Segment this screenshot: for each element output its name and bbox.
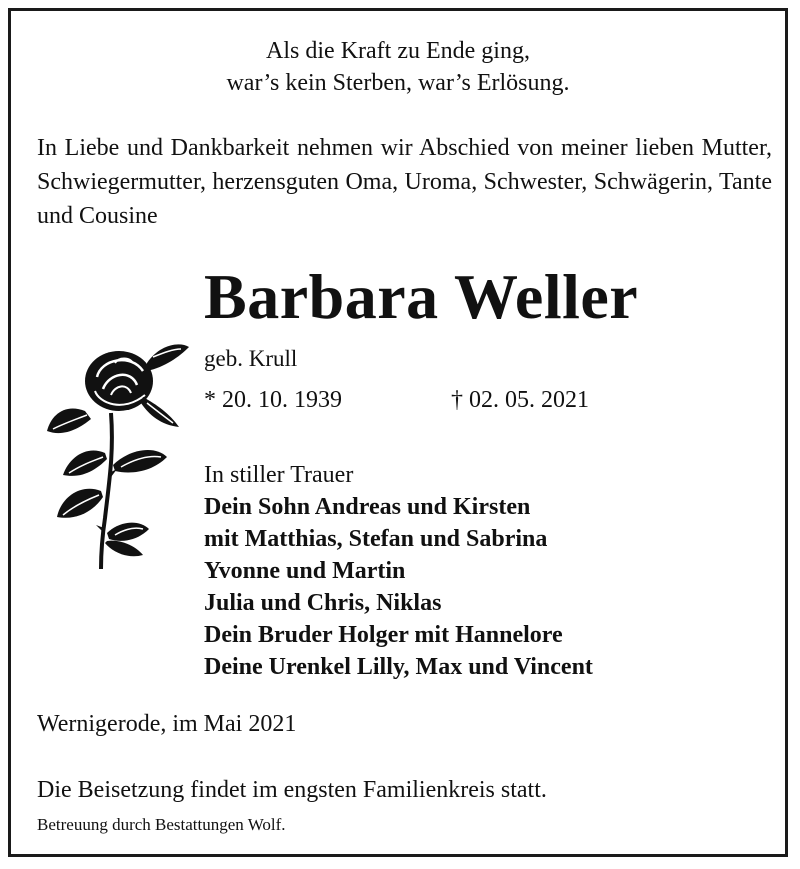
birth-name: geb. Krull [204, 346, 298, 371]
place-date: Wernigerode, im Mai 2021 [37, 711, 297, 737]
birth-date: * 20. 10. 1939 [204, 387, 342, 413]
obituary-frame [8, 8, 788, 857]
poem-line-1: Als die Kraft zu Ende ging, [266, 38, 530, 64]
rose-icon [39, 333, 189, 573]
burial-note: Die Beisetzung findet im engsten Familienkreis statt. [37, 777, 547, 803]
mourner-line: Dein Sohn Andreas und Kirsten [204, 494, 531, 520]
deceased-name: Barbara Weller [204, 261, 639, 332]
mourner-line: Julia und Chris, Niklas [204, 590, 442, 616]
intro-text: In Liebe und Dankbarkeit nehmen wir Abschied von meiner lieben Mutter, Schwiegermutter, herzensguten Oma, Uroma, Schwester, Schwägerin, Tante und Cousine [37, 135, 772, 229]
mourner-line: Dein Bruder Holger mit Hannelore [204, 622, 563, 648]
mourners-list [204, 491, 593, 683]
undertaker-note: Betreuung durch Bestattungen Wolf. [37, 815, 286, 834]
mourner-line: Yvonne und Martin [204, 558, 406, 584]
poem-line-2: war’s kein Sterben, war’s Erlösung. [226, 70, 570, 96]
death-date: † 02. 05. 2021 [451, 387, 589, 413]
mourning-intro: In stiller Trauer [204, 462, 354, 488]
mourner-line: Deine Urenkel Lilly, Max und Vincent [204, 654, 593, 680]
poem [11, 35, 785, 99]
mourner-line: mit Matthias, Stefan und Sabrina [204, 526, 548, 552]
